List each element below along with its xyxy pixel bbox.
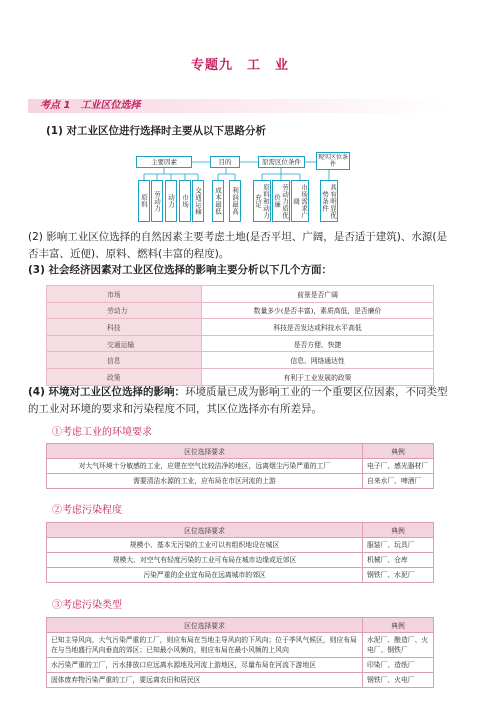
social-factors-table	[46, 285, 434, 386]
requirement-cell: 已知主导风向，大气污染严重的工厂，则应布局在当地主导风向的下风向；位于季风气候区，则应布局在与当地盛行风向垂直的郊区；已知最小风频的，则应布局在最小风频的上风向	[47, 633, 363, 658]
factor-name: 劳动力	[47, 302, 202, 319]
paragraph-3: (3) 社会经济因素对工业区位选择的影响主要分析以下几个方面：	[28, 264, 333, 276]
purpose-lowest-cost: 成本最低	[212, 180, 224, 222]
table-row	[47, 368, 434, 385]
requirement-cell: 需要清洁水源的工业，应布局在市区河流的上游	[47, 474, 363, 489]
requirement-cell: 污染严重的企业宜布局在远离城市的郊区	[47, 568, 363, 583]
factor-market: 市场	[179, 180, 191, 222]
table-row	[47, 335, 434, 352]
env-requirement-table	[46, 443, 434, 489]
table-row	[47, 568, 434, 583]
paragraph-4: (4) 环境对工业区位选择的影响：环境质量已成为影响工业的一个重要区位因素，不同类型的工业对环境的要求和污染程度不同，其区位选择亦有所差异。	[28, 386, 448, 415]
subsection-pollution-type: ③考虑污染类型	[52, 600, 122, 611]
condition-labor-quality: 劳动力质优价廉	[272, 180, 290, 222]
table-row	[47, 673, 434, 688]
requirement-cell: 水污染严重的工厂，污水排放口应远离水源地及河流上游地区，尽量布局在河流下游地区	[47, 658, 363, 673]
reality-advantage: 具有明显优势条件	[320, 180, 338, 222]
paragraph-2: (2) 影响工业区位选择的自然因素主要考虑土地(是否平坦、广阔，是否适于建筑)、水源(是否丰富、近便)、原料、燃料(丰富的程度)。	[28, 231, 447, 260]
col-header-example: 典例	[363, 523, 434, 538]
col-header-requirement: 区位选择要求	[47, 523, 363, 538]
factor-desc: 信息、网络通达性	[202, 352, 434, 369]
col-header-example: 典例	[363, 618, 434, 633]
col-header-example: 典例	[363, 444, 434, 459]
example-cell: 机械厂、仓库	[363, 553, 434, 568]
example-cell: 自来水厂、啤酒厂	[363, 474, 434, 489]
example-cell: 钢铁厂、火电厂	[363, 673, 434, 688]
factor-name: 交通运输	[47, 335, 202, 352]
example-cell: 电子厂、感光器材厂	[363, 459, 434, 474]
factor-power: 动力	[165, 180, 177, 222]
subsection-pollution-degree: ②考虑污染程度	[52, 505, 122, 516]
section-heading: 考点 1 工业区位选择	[40, 100, 141, 111]
flow-real-conditions: 现实区位条件	[317, 154, 348, 168]
example-cell: 服装厂、玩具厂	[363, 538, 434, 553]
table-row	[47, 286, 434, 303]
factor-desc: 有利于工业发展的政策	[202, 368, 434, 385]
condition-material-power: 原料和动力充足	[253, 180, 271, 222]
table-row	[47, 459, 434, 474]
factor-name: 信息	[47, 352, 202, 369]
factor-transport: 交通运输	[192, 180, 204, 222]
table-row	[47, 319, 434, 336]
factor-labor: 劳动力	[151, 180, 163, 222]
col-header-requirement: 区位选择要求	[47, 444, 363, 459]
table-row	[47, 352, 434, 369]
table-row	[47, 538, 434, 553]
flow-main-factors: 主要因素	[136, 156, 192, 168]
condition-market-demand: 市场需求广阔	[291, 180, 309, 222]
purpose-highest-profit: 利润最高	[229, 180, 241, 222]
col-header-requirement: 区位选择要求	[47, 618, 363, 633]
pollution-degree-table	[46, 522, 434, 583]
table-row	[47, 633, 434, 658]
example-cell: 印染厂、造纸厂	[363, 658, 434, 673]
table-row	[47, 658, 434, 673]
requirement-cell: 规模小、基本无污染的工业可以有组织地设在城区	[47, 538, 363, 553]
requirement-cell: 规模大、对空气有轻度污染的工业可布局在城市边缘或近郊区	[47, 553, 363, 568]
table-row	[47, 553, 434, 568]
factor-name: 科技	[47, 319, 202, 336]
pollution-type-table	[46, 617, 434, 688]
factor-name: 政策	[47, 368, 202, 385]
factor-name: 市场	[47, 286, 202, 303]
requirement-cell: 对大气环境十分敏感的工业，应建在空气比较洁净的地区，远离烟尘污染严重的工厂	[47, 459, 363, 474]
factor-desc: 科技是否发达或科技水平高低	[202, 319, 434, 336]
table-row	[47, 302, 434, 319]
factor-desc: 前景是否广阔	[202, 286, 434, 303]
requirement-cell: 固体废弃物污染严重的工厂，要远离农田和居民区	[47, 673, 363, 688]
factor-desc: 数量多少(是否丰富)，素质高低，是否廉价	[202, 302, 434, 319]
flow-ideal-conditions: 原需区位条件	[258, 156, 305, 168]
example-cell: 钢铁厂、水泥厂	[363, 568, 434, 583]
factor-desc: 是否方便、快捷	[202, 335, 434, 352]
paragraph-1: (1) 对工业区位进行选择时主要从以下思路分析	[46, 125, 267, 137]
table-row	[47, 474, 434, 489]
factor-raw-material: 原料	[138, 180, 150, 222]
flow-purpose: 目的	[210, 156, 240, 168]
example-cell: 水泥厂、酿造厂、火电厂、钢铁厂	[363, 633, 434, 658]
subsection-env-requirements: ①考虑工业的环境要求	[52, 427, 152, 438]
page-title: 专题九 工 业	[190, 58, 289, 73]
